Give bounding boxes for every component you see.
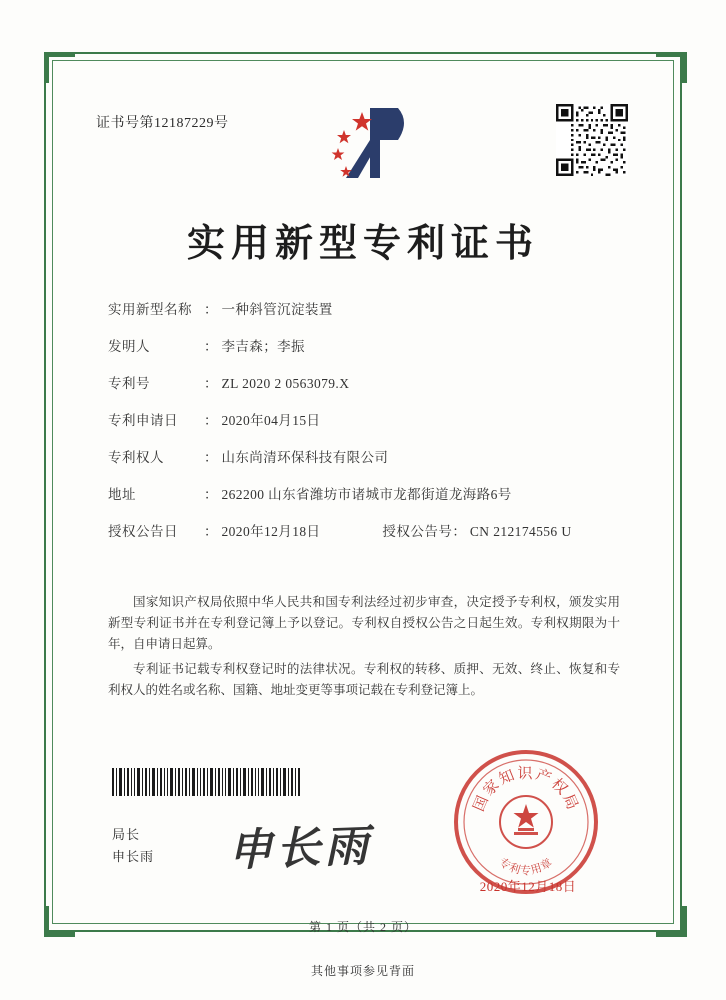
cnipa-logo-icon [318,100,414,186]
field-colon: ： [204,450,218,465]
field-label: 专利权人 [108,450,164,465]
qr-code [556,104,628,176]
director-name: 申长雨 [112,849,155,864]
field-value: 一种斜管沉淀装置 [221,302,333,317]
field-value: 262200 山东省潍坊市诸城市龙都街道龙海路6号 [221,487,512,502]
field-application-date [108,409,628,429]
corner-ornament-top-left [44,52,75,83]
field-label: 专利号 [108,376,150,391]
field-colon: ： [204,302,218,317]
svg-text:专利专用章: 专利专用章 [496,856,556,877]
svg-text:国家知识产权局: 国家知识产权局 [471,766,581,814]
page-number: 第 1 页（共 2 页） [308,920,417,934]
field-patent-number [108,372,628,392]
field-address [108,483,628,503]
field-colon: ： [204,487,218,502]
field-utility-model-name [108,298,628,318]
field-label: 发明人 [108,339,150,354]
director-block [112,824,154,868]
legal-paragraph-1: 国家知识产权局依照中华人民共和国专利法经过初步审查，决定授予专利权，颁发实用新型专利证书并在专利登记簿上予以登记。专利权自授权公告之日起生效。专利权期限为十年，自申请日起算。 [108,595,620,651]
field-value: 李吉森；李振 [221,339,305,354]
certificate-number: 证书号第12187229号 [96,116,229,131]
seal-date: 2020年12月18日 [479,879,577,894]
field-label-grant-date: 授权公告日 [108,524,178,539]
field-value-announcement-number: CN 212174556 U [469,524,572,539]
official-seal [452,748,600,896]
field-label-announcement-number: 授权公告号 [382,524,453,539]
field-colon: ： [204,339,218,354]
field-colon: ： [204,413,218,428]
field-value: 2020年04月15日 [221,413,321,428]
field-inventor [108,335,628,355]
field-value: ZL 2020 2 0563079.X [221,376,350,391]
legal-paragraph-2: 专利证书记载专利权登记时的法律状况。专利权的转移、质押、无效、终止、恢复和专利权人的姓名或名称、国籍、地址变更等事项记载在专利登记簿上。 [108,662,620,697]
certificate-fields [108,298,628,557]
page-title: 实用新型专利证书 [186,223,539,265]
field-colon: ： [204,376,218,391]
field-colon: ： [452,524,466,539]
legal-text [108,592,620,705]
field-grant-announcement [108,520,628,540]
field-value-grant-date: 2020年12月18日 [221,524,321,539]
field-patentee [108,446,628,466]
director-label: 局长 [112,827,141,842]
barcode [112,768,302,796]
field-value: 山东尚清环保科技有限公司 [221,450,389,465]
field-label: 专利申请日 [108,413,178,428]
director-signature: 申长雨 [227,821,373,876]
field-colon: ： [204,524,218,539]
field-label: 地址 [108,487,136,502]
field-label: 实用新型名称 [108,302,192,317]
corner-ornament-top-right [656,52,687,83]
grant-announcement-number-group [382,520,571,540]
footer-note: 其他事项参见背面 [310,964,415,978]
